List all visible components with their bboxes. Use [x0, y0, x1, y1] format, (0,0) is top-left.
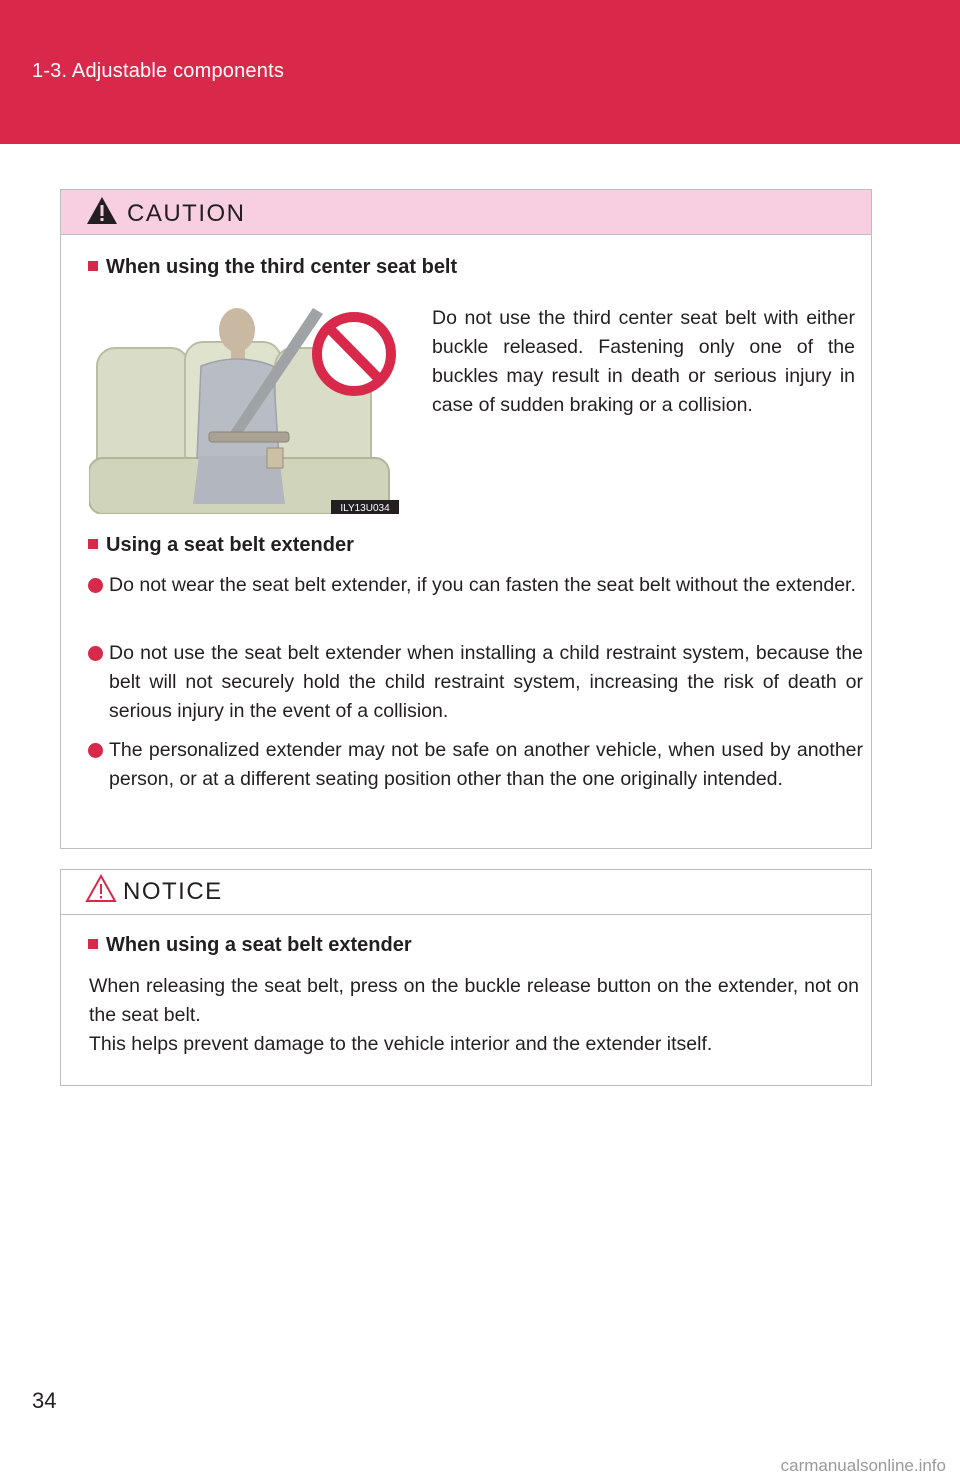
notice-heading: When using a seat belt extender [88, 934, 412, 957]
square-bullet-icon [88, 539, 98, 549]
caution-header [61, 190, 871, 235]
caution-heading-extender: Using a seat belt extender [88, 534, 354, 557]
round-bullet-icon [88, 743, 103, 758]
caution-title: CAUTION [127, 200, 246, 227]
warning-triangle-icon [86, 196, 118, 225]
square-bullet-icon [88, 939, 98, 949]
notice-text-2: This helps prevent damage to the vehicle interior and the extender itself. [89, 1033, 713, 1055]
section-title: 1-3. Adjustable components [32, 60, 285, 82]
notice-text: When releasing the seat belt, press on the buckle release button on the extender, not on the seat belt. [89, 975, 859, 1026]
page-header-bar [0, 0, 960, 144]
caution-box [60, 189, 872, 849]
caution-bullet-item: Do not wear the seat belt extender, if you can fasten the seat belt without the extender. [88, 571, 863, 600]
caution-bullet-item: The personalized extender may not be safe on another vehicle, when used by another person, or at a different seating position other than the one originally intended. [88, 736, 863, 794]
watermark: carmanualsonline.info [780, 1456, 946, 1475]
caution-heading-third-center-belt: When using the third center seat belt [88, 256, 457, 279]
round-bullet-icon [88, 646, 103, 661]
page-number: 34 [32, 1388, 57, 1413]
square-bullet-icon [88, 261, 98, 271]
seat-belt-illustration [89, 308, 399, 514]
notice-title: NOTICE [123, 878, 223, 905]
notice-header [61, 870, 871, 915]
caution-third-belt-text: Do not use the third center seat belt with either buckle released. Fastening only one of the buckles may result in death or serious injury in case of sudden braking or a collision. [432, 307, 855, 416]
round-bullet-icon [88, 578, 103, 593]
image-id-label: ILY13U034 [340, 503, 390, 514]
warning-triangle-outline-icon [85, 874, 117, 903]
caution-bullet-item: Do not use the seat belt extender when installing a child restraint system, because the belt will not securely hold the child restraint system, increasing the risk of death or serious injury in the event of a collision. [88, 639, 863, 726]
notice-box [60, 869, 872, 1086]
